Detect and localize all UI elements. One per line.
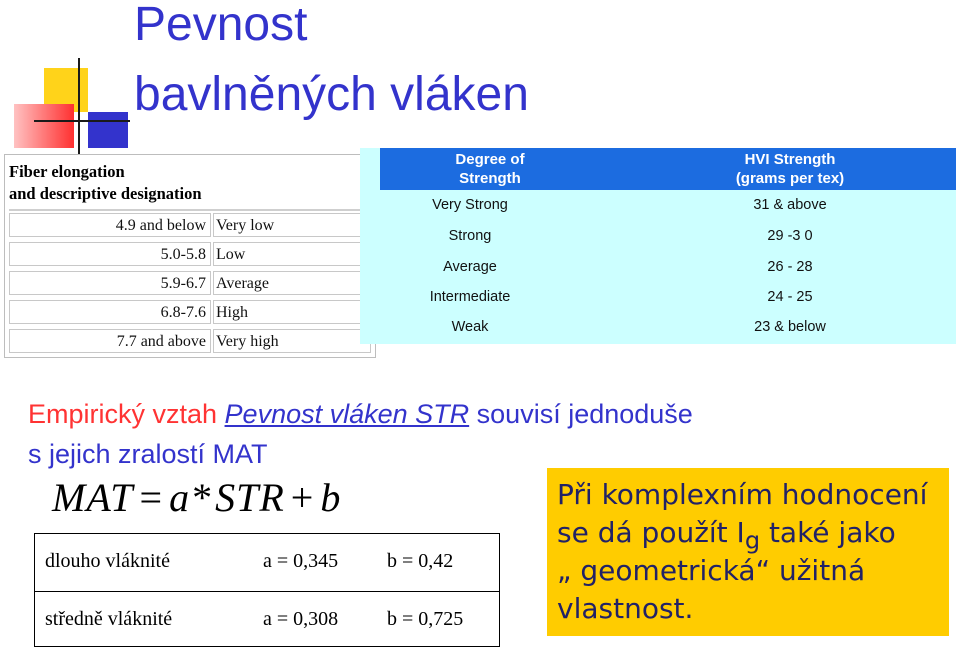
table-row [9, 271, 371, 297]
decor-line-vertical [78, 58, 80, 156]
degree-cell: Average [443, 259, 497, 275]
strength-cell: 23 & below [754, 319, 826, 335]
paragraph-rest: souvisí jednoduše [469, 399, 693, 429]
fiber-type-cell: dlouho vláknité [45, 550, 170, 572]
table-row [380, 282, 956, 312]
coef-a-cell: a = 0,308 [263, 608, 339, 630]
table-row [35, 591, 499, 648]
hvi-table-header [380, 148, 956, 190]
callout-line-2-pre: se dá použít I [557, 516, 745, 549]
designation-cell: Low [213, 242, 371, 266]
callout-line-2 [557, 514, 939, 555]
paragraph-line-1 [28, 394, 848, 434]
strength-cell: 31 & above [753, 197, 827, 213]
callout-line-1: Při komplexním hodnocení [557, 478, 928, 511]
fiber-elongation-table [4, 154, 376, 358]
coef-b-cell: b = 0,725 [387, 608, 464, 630]
table-row [380, 221, 956, 251]
decor-line-horizontal [34, 120, 130, 122]
fiber-type-cell: středně vláknité [45, 608, 173, 630]
formula-b: b [320, 475, 342, 520]
formula-a: a [169, 475, 191, 520]
degree-cell: Very Strong [432, 197, 508, 213]
header-line-2: and descriptive designation [9, 184, 202, 203]
paragraph-emphasis: Pevnost vláken STR [224, 399, 470, 429]
designation-cell: Very high [213, 329, 371, 353]
strength-cell: 26 - 28 [767, 259, 813, 275]
designation-cell: Very low [213, 213, 371, 237]
strength-cell: 29 -3 0 [767, 228, 813, 244]
title-line-1: Pevnost [134, 0, 308, 51]
range-cell: 6.8-7.6 [9, 300, 211, 324]
header-strength: HVI Strength (grams per tex) [735, 151, 845, 187]
paragraph-line-2: s jejich zralostí MAT [28, 439, 268, 469]
formula-equals: = [139, 475, 164, 520]
paragraph-lead: Empirický vztah [28, 399, 225, 429]
range-cell: 5.0-5.8 [9, 242, 211, 266]
callout-line-2-post: také jako [760, 516, 896, 549]
formula [52, 474, 341, 521]
callout-subscript: g [744, 526, 761, 555]
range-cell: 7.7 and above [9, 329, 211, 353]
table-row [9, 329, 371, 355]
callout-line-4: vlastnost. [557, 592, 694, 625]
coef-b-cell: b = 0,42 [387, 550, 454, 572]
formula-str: STR [215, 475, 285, 520]
header-degree: Degree of Strength [455, 151, 525, 187]
designation-cell: High [213, 300, 371, 324]
formula-mat: MAT [52, 475, 134, 520]
table-row [9, 242, 371, 268]
degree-cell: Strong [448, 228, 492, 244]
table-row [35, 534, 499, 590]
table-row [380, 190, 956, 220]
table-row [9, 300, 371, 326]
decor-square-red [14, 104, 74, 148]
range-cell: 5.9-6.7 [9, 271, 211, 295]
fiber-elongation-header [9, 161, 371, 211]
strength-cell: 24 - 25 [767, 289, 813, 305]
table-row [9, 213, 371, 239]
degree-cell: Intermediate [429, 289, 511, 305]
title-line-2: bavlněných vláken [134, 68, 529, 121]
header-line-1: Fiber elongation [9, 162, 125, 181]
degree-cell: Weak [451, 319, 489, 335]
designation-cell: Average [213, 271, 371, 295]
table-row [380, 252, 956, 282]
coefficients-table [34, 533, 500, 647]
table-row [380, 312, 956, 342]
range-cell: 4.9 and below [9, 213, 211, 237]
slide-title [134, 0, 529, 120]
callout-line-3: „ geometrická“ užitná [557, 554, 866, 587]
coef-a-cell: a = 0,345 [263, 550, 339, 572]
body-paragraph [28, 394, 848, 474]
callout-note [547, 468, 949, 636]
hvi-strength-table [360, 148, 956, 344]
formula-star: * [192, 475, 214, 520]
formula-plus: + [290, 475, 315, 520]
decor-square-blue [88, 112, 128, 148]
